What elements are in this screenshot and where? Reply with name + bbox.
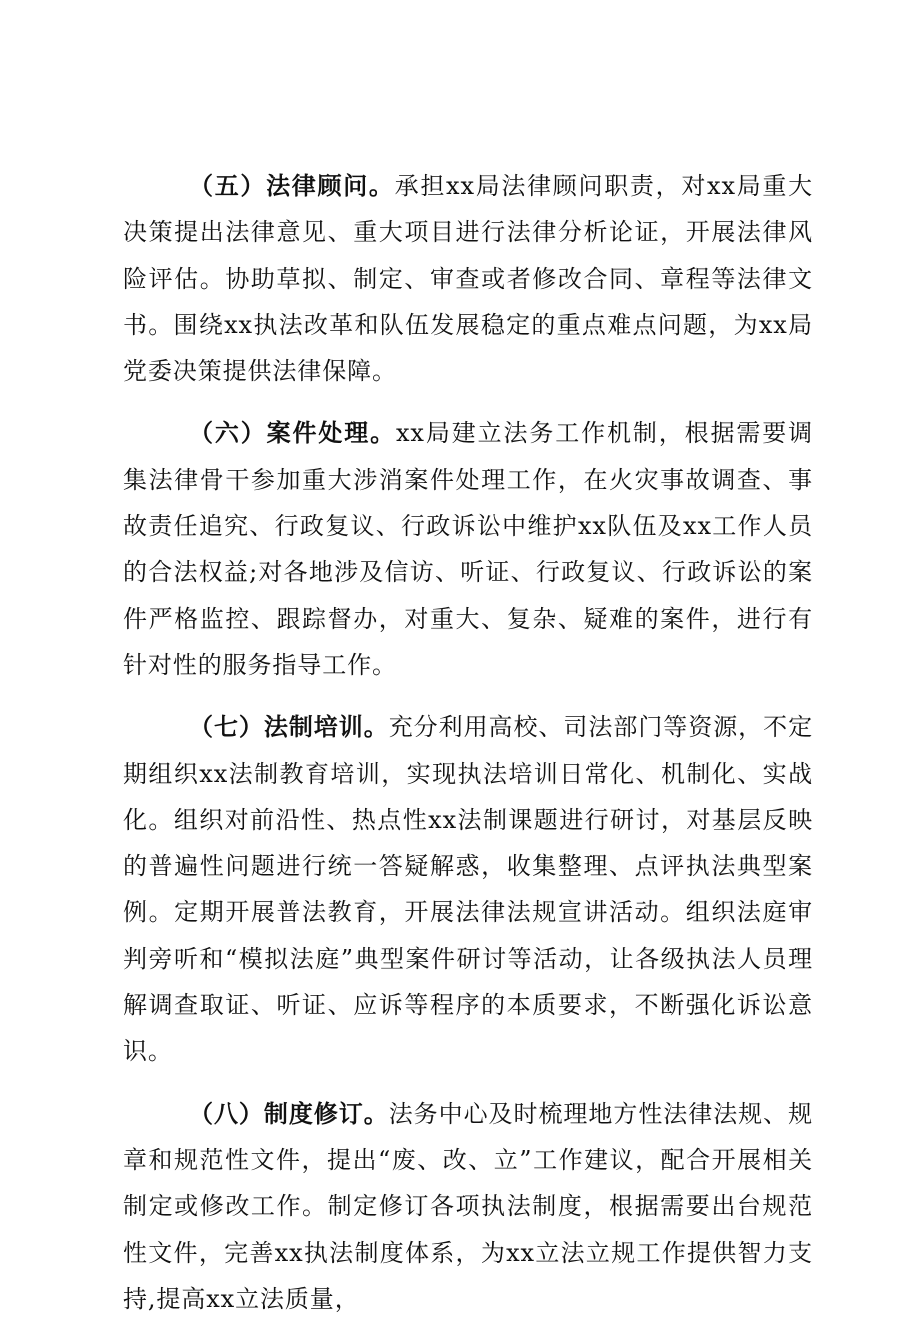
paragraph-text: 承担xx局法律顾问职责，对xx局重大决策提出法律意见、重大项目进行法律分析论证，开展法律风险评估。协助草拟、制定、审查或者修改合同、章程等法律文书。围绕xx执法改革和队伍发展稳定的重点难点问题，为xx局党委决策提供法律保障。 bbox=[123, 172, 813, 386]
paragraph-text: 充分利用高校、司法部门等资源，不定期组织xx法制教育培训，实现执法培训日常化、机制化、实战化。组织对前沿性、热点性xx法制课题进行研讨，对基层反映的普遍性问题进行统一答疑解惑，收集整理、点评执法典型案例。定期开展普法教育，开展法律法规宣讲活动。组织法庭审判旁听和“模拟法庭”典型案件研讨等活动，让各级执法人员理解调查取证、听证、应诉等程序的本质要求，不断强化诉讼意识。 bbox=[123, 713, 813, 1066]
paragraph-text: 法务中心及时梳理地方性法律法规、规章和规范性文件，提出“废、改、立”工作建议，配合开展相关制定或修改工作。制定修订各项执法制度，根据需要出台规范性文件，完善xx执法制度体系，为xx立法立规工作提供智力支持,提高xx立法质量， bbox=[123, 1099, 813, 1313]
document-body bbox=[123, 163, 813, 1338]
paragraph-case-handling bbox=[123, 410, 813, 688]
paragraph-system-revision bbox=[123, 1091, 813, 1322]
paragraph-heading: （五）法律顾问。 bbox=[189, 171, 395, 200]
paragraph-legal-adviser bbox=[123, 163, 813, 394]
paragraph-heading: （七）法制培训。 bbox=[189, 712, 389, 742]
paragraph-legal-training bbox=[123, 704, 813, 1074]
paragraph-text: xx局建立法务工作机制，根据需要调集法律骨干参加重大涉消案件处理工作，在火灾事故调查、事故责任追究、行政复议、行政诉讼中维护xx队伍及xx工作人员的合法权益;对各地涉及信访、听证、行政复议、行政诉讼的案件严格监控、跟踪督办，对重大、复杂、疑难的案件，进行有针对性的服务指导工作。 bbox=[123, 419, 813, 679]
paragraph-heading: （六）案件处理。 bbox=[189, 418, 396, 448]
paragraph-heading: （八）制度修订。 bbox=[189, 1098, 389, 1128]
